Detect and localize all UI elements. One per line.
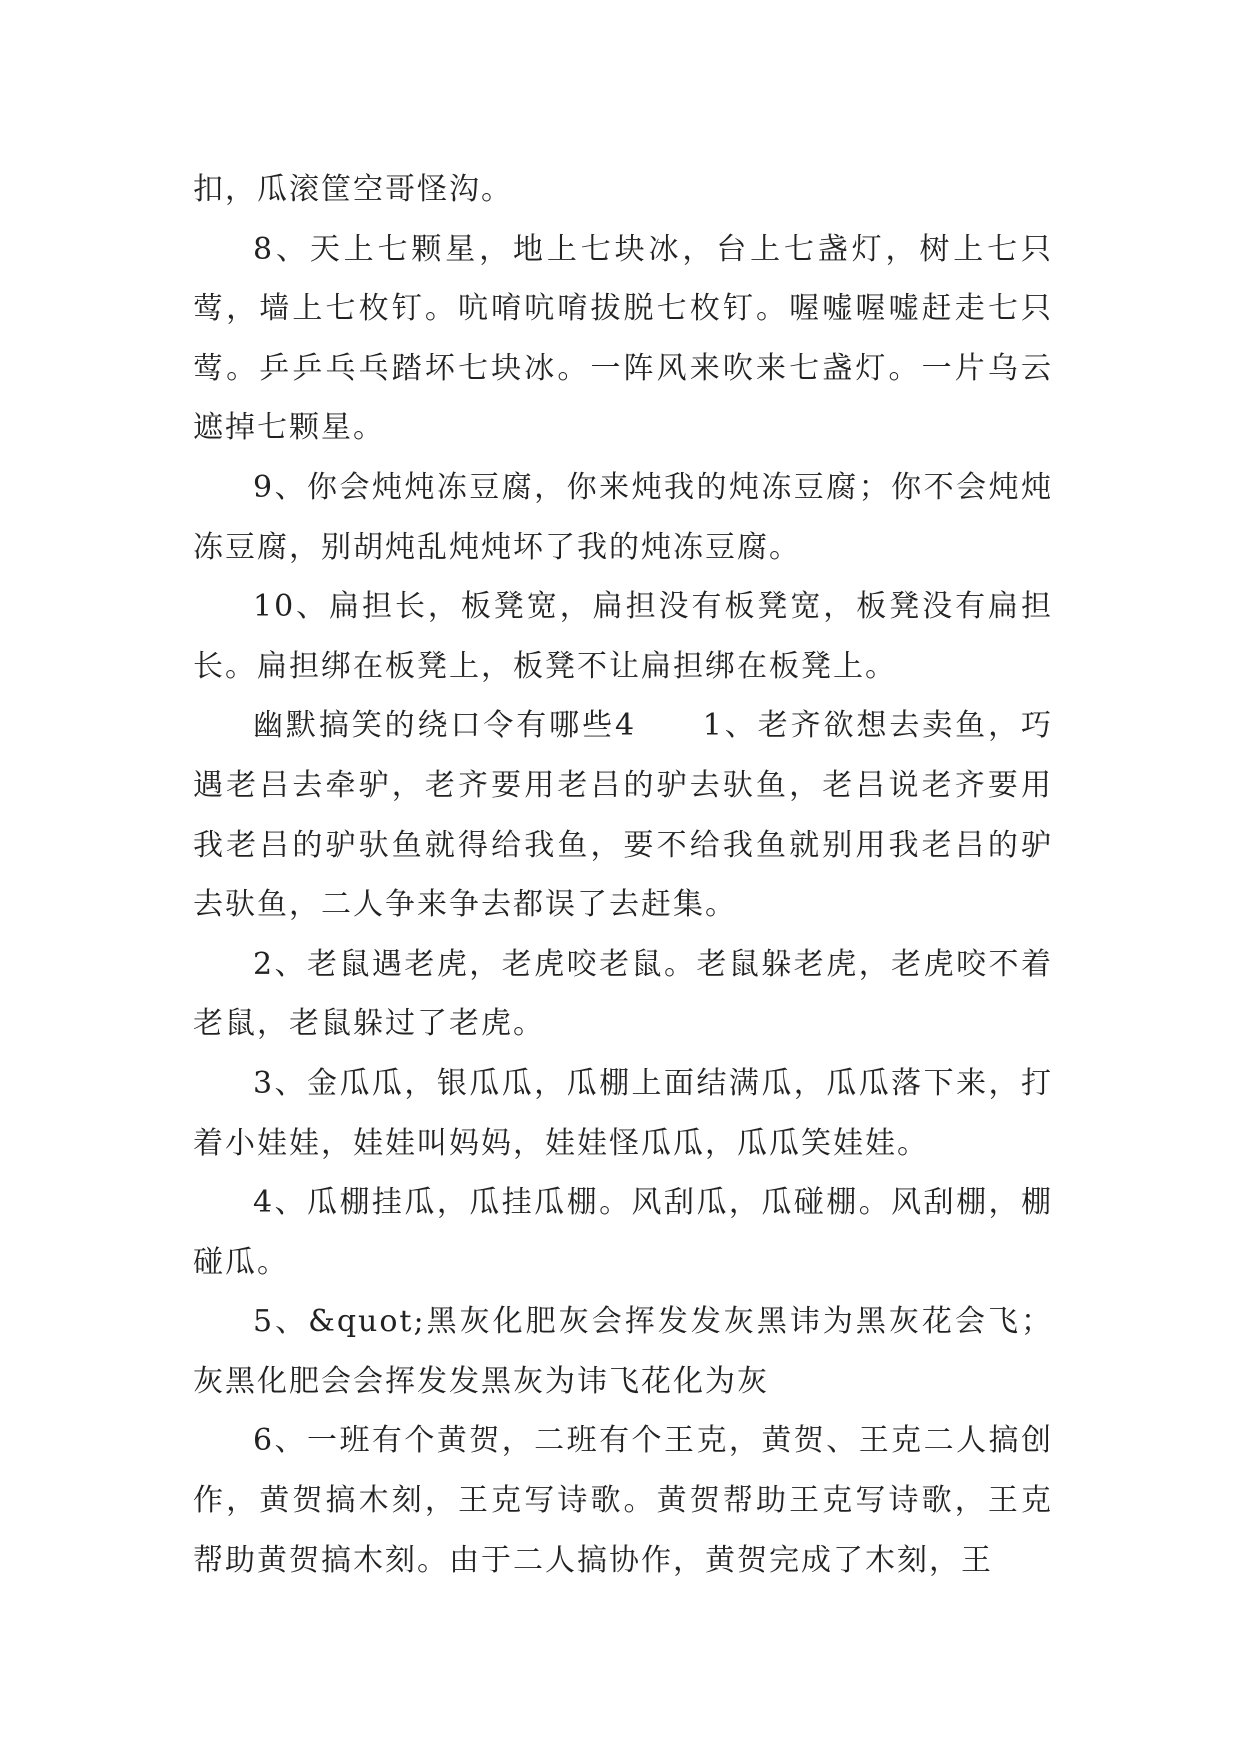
paragraph-continuation: 扣，瓜滚筐空哥怪沟。 [193,172,513,207]
paragraph-tongue-twister-10: 10、扁担长，板凳宽，扁担没有板凳宽，板凳没有扁担长。扁担绑在板凳上，板凳不让扁担绑在板凳上。 [193,589,1053,684]
paragraph-section-4-item-1: 幽默搞笑的绕口令有哪些4 1、老齐欲想去卖鱼，巧遇老吕去牵驴，老齐要用老吕的驴去驮鱼，老吕说老齐要用我老吕的驴驮鱼就得给我鱼，要不给我鱼就别用我老吕的驴去驮鱼，二人争来争去都误了去赶集。 [193,708,1053,923]
paragraph-item-6: 6、一班有个黄贺，二班有个王克，黄贺、王克二人搞创作，黄贺搞木刻，王克写诗歌。黄贺帮助王克写诗歌，王克帮助黄贺搞木刻。由于二人搞协作，黄贺完成了木刻，王 [193,1423,1053,1578]
paragraph-tongue-twister-9: 9、你会炖炖冻豆腐，你来炖我的炖冻豆腐；你不会炖炖冻豆腐，别胡炖乱炖炖坏了我的炖冻豆腐。 [193,469,1053,565]
paragraph-item-5: 5、&quot;黑灰化肥灰会挥发发灰黑讳为黑灰花会飞；灰黑化肥会会挥发发黑灰为讳飞花化为灰 [193,1304,1053,1399]
paragraph-tongue-twister-8: 8、天上七颗星，地上七块冰，台上七盏灯，树上七只莺，墙上七枚钉。吭唷吭唷拔脱七枚钉。喔嘘喔嘘赶走七只莺。乒乒乓乓踏坏七块冰。一阵风来吹来七盏灯。一片乌云遮掉七颗星。 [193,231,1053,446]
paragraph-item-3: 3、金瓜瓜，银瓜瓜，瓜棚上面结满瓜，瓜瓜落下来，打着小娃娃，娃娃叫妈妈，娃娃怪瓜瓜，瓜瓜笑娃娃。 [193,1065,1053,1161]
paragraph-item-4: 4、瓜棚挂瓜，瓜挂瓜棚。风刮瓜，瓜碰棚。风刮棚，棚碰瓜。 [193,1185,1053,1280]
paragraph-item-2: 2、老鼠遇老虎，老虎咬老鼠。老鼠躲老虎，老虎咬不着老鼠，老鼠躲过了老虎。 [193,946,1053,1042]
body-text [193,160,1053,1590]
